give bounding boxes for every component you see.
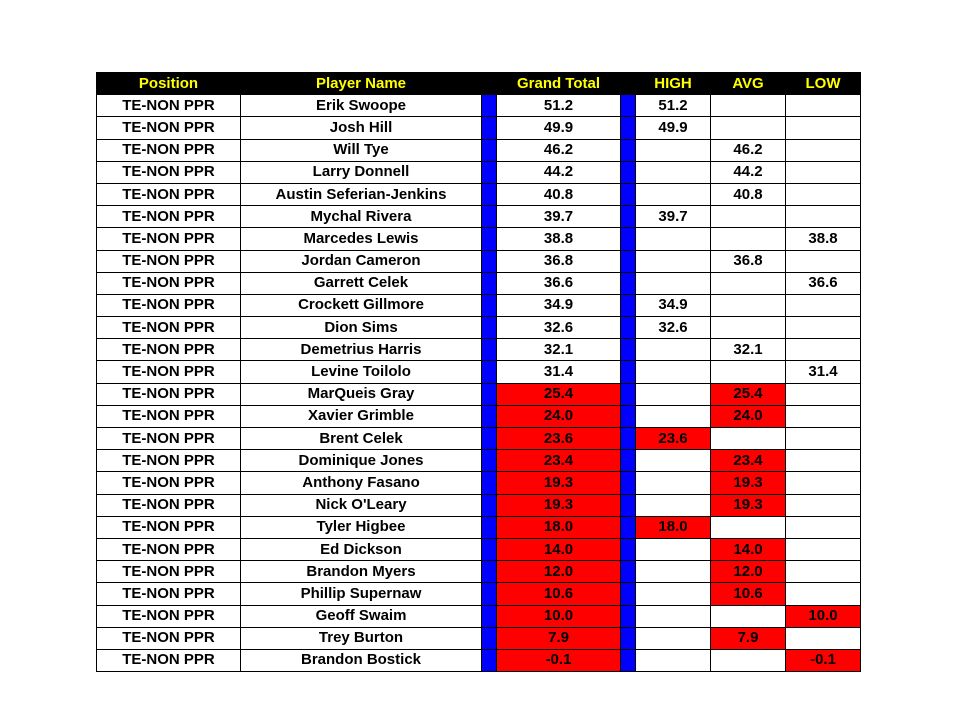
cell-grand-total: 34.9 bbox=[497, 294, 621, 316]
cell-avg bbox=[711, 294, 786, 316]
cell-avg: 25.4 bbox=[711, 383, 786, 405]
cell-high: 23.6 bbox=[636, 428, 711, 450]
cell-grand-total: 51.2 bbox=[497, 95, 621, 117]
cell-position: TE-NON PPR bbox=[97, 383, 241, 405]
divider-right bbox=[621, 317, 636, 339]
cell-high: 34.9 bbox=[636, 294, 711, 316]
cell-low bbox=[786, 183, 861, 205]
cell-high bbox=[636, 361, 711, 383]
cell-player-name: Marcedes Lewis bbox=[241, 228, 482, 250]
table-row bbox=[97, 383, 861, 405]
table-row bbox=[97, 339, 861, 361]
divider-left bbox=[482, 428, 497, 450]
cell-player-name: Dominique Jones bbox=[241, 450, 482, 472]
table-row bbox=[97, 294, 861, 316]
cell-grand-total: 44.2 bbox=[497, 161, 621, 183]
header-low: LOW bbox=[786, 73, 861, 95]
table-row bbox=[97, 405, 861, 427]
cell-position: TE-NON PPR bbox=[97, 139, 241, 161]
divider-left bbox=[482, 95, 497, 117]
divider-right bbox=[621, 183, 636, 205]
divider-left bbox=[482, 228, 497, 250]
cell-high bbox=[636, 250, 711, 272]
cell-low bbox=[786, 206, 861, 228]
cell-position: TE-NON PPR bbox=[97, 649, 241, 671]
cell-low bbox=[786, 627, 861, 649]
cell-high bbox=[636, 605, 711, 627]
divider-left bbox=[482, 383, 497, 405]
cell-high bbox=[636, 405, 711, 427]
cell-avg bbox=[711, 428, 786, 450]
cell-position: TE-NON PPR bbox=[97, 583, 241, 605]
cell-high: 51.2 bbox=[636, 95, 711, 117]
cell-grand-total: 38.8 bbox=[497, 228, 621, 250]
cell-player-name: Brandon Myers bbox=[241, 561, 482, 583]
divider-right bbox=[621, 405, 636, 427]
cell-avg bbox=[711, 228, 786, 250]
cell-player-name: Brent Celek bbox=[241, 428, 482, 450]
cell-player-name: Nick O'Leary bbox=[241, 494, 482, 516]
cell-high bbox=[636, 339, 711, 361]
cell-low bbox=[786, 317, 861, 339]
cell-grand-total: 39.7 bbox=[497, 206, 621, 228]
cell-low bbox=[786, 561, 861, 583]
cell-player-name: Demetrius Harris bbox=[241, 339, 482, 361]
divider-right bbox=[621, 538, 636, 560]
table-body bbox=[97, 95, 861, 672]
cell-position: TE-NON PPR bbox=[97, 339, 241, 361]
cell-high bbox=[636, 538, 711, 560]
cell-high bbox=[636, 383, 711, 405]
table-row bbox=[97, 649, 861, 671]
cell-player-name: Tyler Higbee bbox=[241, 516, 482, 538]
cell-position: TE-NON PPR bbox=[97, 450, 241, 472]
cell-high bbox=[636, 139, 711, 161]
cell-high bbox=[636, 649, 711, 671]
cell-player-name: Jordan Cameron bbox=[241, 250, 482, 272]
cell-grand-total: 10.6 bbox=[497, 583, 621, 605]
divider-left bbox=[482, 405, 497, 427]
cell-player-name: Anthony Fasano bbox=[241, 472, 482, 494]
divider-right bbox=[621, 294, 636, 316]
divider-right bbox=[621, 383, 636, 405]
divider-right bbox=[621, 272, 636, 294]
divider-left bbox=[482, 161, 497, 183]
cell-avg bbox=[711, 117, 786, 139]
table-row bbox=[97, 494, 861, 516]
cell-high bbox=[636, 494, 711, 516]
cell-high bbox=[636, 561, 711, 583]
cell-high: 49.9 bbox=[636, 117, 711, 139]
table-row bbox=[97, 272, 861, 294]
cell-position: TE-NON PPR bbox=[97, 294, 241, 316]
cell-low bbox=[786, 583, 861, 605]
divider-left bbox=[482, 250, 497, 272]
divider-right bbox=[621, 250, 636, 272]
cell-grand-total: 23.6 bbox=[497, 428, 621, 450]
cell-grand-total: 10.0 bbox=[497, 605, 621, 627]
cell-low bbox=[786, 428, 861, 450]
cell-avg: 12.0 bbox=[711, 561, 786, 583]
divider-left bbox=[482, 649, 497, 671]
divider-right bbox=[621, 494, 636, 516]
cell-avg: 23.4 bbox=[711, 450, 786, 472]
cell-avg: 44.2 bbox=[711, 161, 786, 183]
cell-position: TE-NON PPR bbox=[97, 250, 241, 272]
header-grand-total: Grand Total bbox=[482, 73, 636, 95]
cell-avg bbox=[711, 206, 786, 228]
cell-low bbox=[786, 250, 861, 272]
header-position: Position bbox=[97, 73, 241, 95]
cell-low bbox=[786, 339, 861, 361]
cell-low: 10.0 bbox=[786, 605, 861, 627]
cell-position: TE-NON PPR bbox=[97, 405, 241, 427]
table-row bbox=[97, 538, 861, 560]
divider-left bbox=[482, 538, 497, 560]
cell-position: TE-NON PPR bbox=[97, 361, 241, 383]
table-row bbox=[97, 361, 861, 383]
divider-right bbox=[621, 95, 636, 117]
header-high: HIGH bbox=[636, 73, 711, 95]
cell-low: 38.8 bbox=[786, 228, 861, 250]
cell-grand-total: 23.4 bbox=[497, 450, 621, 472]
cell-player-name: Larry Donnell bbox=[241, 161, 482, 183]
divider-left bbox=[482, 294, 497, 316]
cell-avg: 32.1 bbox=[711, 339, 786, 361]
cell-position: TE-NON PPR bbox=[97, 206, 241, 228]
divider-right bbox=[621, 361, 636, 383]
divider-right bbox=[621, 339, 636, 361]
cell-position: TE-NON PPR bbox=[97, 117, 241, 139]
divider-right bbox=[621, 161, 636, 183]
cell-high bbox=[636, 161, 711, 183]
cell-avg bbox=[711, 95, 786, 117]
cell-grand-total: 36.6 bbox=[497, 272, 621, 294]
cell-avg bbox=[711, 649, 786, 671]
divider-right bbox=[621, 561, 636, 583]
divider-right bbox=[621, 605, 636, 627]
cell-high bbox=[636, 228, 711, 250]
cell-grand-total: 7.9 bbox=[497, 627, 621, 649]
divider-right bbox=[621, 139, 636, 161]
cell-low bbox=[786, 161, 861, 183]
table-row bbox=[97, 183, 861, 205]
divider-left bbox=[482, 139, 497, 161]
table-row bbox=[97, 583, 861, 605]
cell-avg: 40.8 bbox=[711, 183, 786, 205]
cell-grand-total: 36.8 bbox=[497, 250, 621, 272]
cell-low bbox=[786, 294, 861, 316]
cell-position: TE-NON PPR bbox=[97, 516, 241, 538]
cell-player-name: Austin Seferian-Jenkins bbox=[241, 183, 482, 205]
cell-low bbox=[786, 472, 861, 494]
table-row bbox=[97, 95, 861, 117]
cell-position: TE-NON PPR bbox=[97, 494, 241, 516]
divider-left bbox=[482, 339, 497, 361]
cell-high: 32.6 bbox=[636, 317, 711, 339]
divider-right bbox=[621, 117, 636, 139]
divider-left bbox=[482, 583, 497, 605]
divider-left bbox=[482, 605, 497, 627]
cell-player-name: Crockett Gillmore bbox=[241, 294, 482, 316]
cell-position: TE-NON PPR bbox=[97, 228, 241, 250]
table-row bbox=[97, 428, 861, 450]
cell-position: TE-NON PPR bbox=[97, 161, 241, 183]
cell-player-name: Levine Toilolo bbox=[241, 361, 482, 383]
cell-player-name: Garrett Celek bbox=[241, 272, 482, 294]
divider-left bbox=[482, 561, 497, 583]
cell-avg: 24.0 bbox=[711, 405, 786, 427]
cell-grand-total: 32.1 bbox=[497, 339, 621, 361]
rankings-table bbox=[96, 72, 861, 672]
table-row bbox=[97, 472, 861, 494]
cell-low bbox=[786, 405, 861, 427]
divider-left bbox=[482, 206, 497, 228]
cell-position: TE-NON PPR bbox=[97, 538, 241, 560]
cell-position: TE-NON PPR bbox=[97, 317, 241, 339]
cell-avg bbox=[711, 317, 786, 339]
cell-player-name: Mychal Rivera bbox=[241, 206, 482, 228]
header-avg: AVG bbox=[711, 73, 786, 95]
cell-grand-total: -0.1 bbox=[497, 649, 621, 671]
cell-high bbox=[636, 627, 711, 649]
cell-position: TE-NON PPR bbox=[97, 183, 241, 205]
cell-player-name: Dion Sims bbox=[241, 317, 482, 339]
cell-position: TE-NON PPR bbox=[97, 95, 241, 117]
cell-low bbox=[786, 117, 861, 139]
cell-avg: 46.2 bbox=[711, 139, 786, 161]
divider-right bbox=[621, 516, 636, 538]
cell-position: TE-NON PPR bbox=[97, 272, 241, 294]
cell-position: TE-NON PPR bbox=[97, 472, 241, 494]
cell-low bbox=[786, 450, 861, 472]
table-row bbox=[97, 605, 861, 627]
cell-player-name: Brandon Bostick bbox=[241, 649, 482, 671]
divider-left bbox=[482, 117, 497, 139]
cell-grand-total: 46.2 bbox=[497, 139, 621, 161]
cell-player-name: Geoff Swaim bbox=[241, 605, 482, 627]
cell-player-name: Xavier Grimble bbox=[241, 405, 482, 427]
cell-avg: 14.0 bbox=[711, 538, 786, 560]
table-row bbox=[97, 139, 861, 161]
cell-high bbox=[636, 272, 711, 294]
cell-position: TE-NON PPR bbox=[97, 561, 241, 583]
cell-player-name: Trey Burton bbox=[241, 627, 482, 649]
table-row bbox=[97, 627, 861, 649]
cell-grand-total: 14.0 bbox=[497, 538, 621, 560]
cell-low bbox=[786, 139, 861, 161]
cell-high bbox=[636, 472, 711, 494]
table-row bbox=[97, 317, 861, 339]
cell-avg bbox=[711, 516, 786, 538]
cell-position: TE-NON PPR bbox=[97, 627, 241, 649]
cell-grand-total: 49.9 bbox=[497, 117, 621, 139]
cell-player-name: Will Tye bbox=[241, 139, 482, 161]
cell-position: TE-NON PPR bbox=[97, 605, 241, 627]
table-row bbox=[97, 117, 861, 139]
cell-high bbox=[636, 583, 711, 605]
cell-low: 31.4 bbox=[786, 361, 861, 383]
cell-avg bbox=[711, 361, 786, 383]
divider-right bbox=[621, 206, 636, 228]
header-row bbox=[97, 73, 861, 95]
table-row bbox=[97, 228, 861, 250]
divider-left bbox=[482, 450, 497, 472]
cell-low: 36.6 bbox=[786, 272, 861, 294]
cell-position: TE-NON PPR bbox=[97, 428, 241, 450]
divider-left bbox=[482, 317, 497, 339]
cell-low bbox=[786, 494, 861, 516]
cell-high: 39.7 bbox=[636, 206, 711, 228]
divider-left bbox=[482, 472, 497, 494]
cell-high bbox=[636, 183, 711, 205]
divider-right bbox=[621, 627, 636, 649]
cell-avg bbox=[711, 605, 786, 627]
table-row bbox=[97, 250, 861, 272]
divider-right bbox=[621, 428, 636, 450]
cell-grand-total: 12.0 bbox=[497, 561, 621, 583]
cell-low bbox=[786, 95, 861, 117]
cell-avg bbox=[711, 272, 786, 294]
divider-right bbox=[621, 228, 636, 250]
divider-left bbox=[482, 183, 497, 205]
divider-left bbox=[482, 272, 497, 294]
cell-avg: 36.8 bbox=[711, 250, 786, 272]
cell-grand-total: 19.3 bbox=[497, 494, 621, 516]
cell-grand-total: 18.0 bbox=[497, 516, 621, 538]
cell-avg: 7.9 bbox=[711, 627, 786, 649]
cell-low bbox=[786, 383, 861, 405]
table-row bbox=[97, 161, 861, 183]
divider-right bbox=[621, 649, 636, 671]
cell-player-name: Erik Swoope bbox=[241, 95, 482, 117]
cell-grand-total: 32.6 bbox=[497, 317, 621, 339]
cell-player-name: Phillip Supernaw bbox=[241, 583, 482, 605]
divider-right bbox=[621, 583, 636, 605]
cell-high: 18.0 bbox=[636, 516, 711, 538]
cell-player-name: Josh Hill bbox=[241, 117, 482, 139]
divider-right bbox=[621, 472, 636, 494]
cell-grand-total: 19.3 bbox=[497, 472, 621, 494]
table-row bbox=[97, 206, 861, 228]
cell-player-name: MarQueis Gray bbox=[241, 383, 482, 405]
divider-right bbox=[621, 450, 636, 472]
cell-low bbox=[786, 538, 861, 560]
cell-low: -0.1 bbox=[786, 649, 861, 671]
cell-avg: 19.3 bbox=[711, 494, 786, 516]
table-row bbox=[97, 561, 861, 583]
cell-avg: 19.3 bbox=[711, 472, 786, 494]
cell-avg: 10.6 bbox=[711, 583, 786, 605]
table-row bbox=[97, 450, 861, 472]
table-row bbox=[97, 516, 861, 538]
divider-left bbox=[482, 516, 497, 538]
cell-player-name: Ed Dickson bbox=[241, 538, 482, 560]
cell-grand-total: 24.0 bbox=[497, 405, 621, 427]
divider-left bbox=[482, 494, 497, 516]
divider-left bbox=[482, 627, 497, 649]
header-player-name: Player Name bbox=[241, 73, 482, 95]
divider-left bbox=[482, 361, 497, 383]
cell-grand-total: 25.4 bbox=[497, 383, 621, 405]
cell-high bbox=[636, 450, 711, 472]
cell-grand-total: 40.8 bbox=[497, 183, 621, 205]
cell-low bbox=[786, 516, 861, 538]
cell-grand-total: 31.4 bbox=[497, 361, 621, 383]
